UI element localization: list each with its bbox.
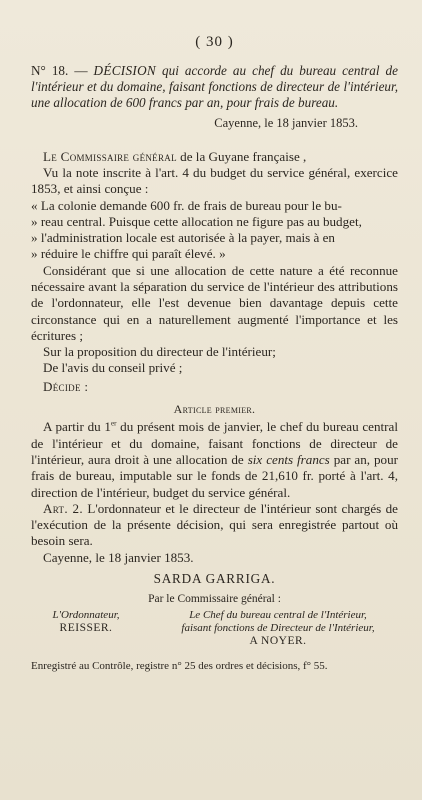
decide-label: Décide : xyxy=(43,378,89,394)
article-1-superscript: er xyxy=(110,420,117,428)
quote-line-4: » réduire le chiffre qui paraît élevé. » xyxy=(31,246,226,262)
chef-bureau-signature xyxy=(158,609,398,648)
article-1-amount: six cents francs xyxy=(247,451,330,467)
chef-bureau-title-1: Le Chef du bureau central de l'Intérieur, xyxy=(189,609,367,622)
decision-title-keyword: DÉCISION xyxy=(93,63,157,78)
quote-line-1: « La colonie demande 600 fr. de frais de bureau pour le bu- xyxy=(31,197,342,213)
ordonnateur-title: L'Ordonnateur, xyxy=(52,609,120,622)
ordonnateur-signature xyxy=(31,609,141,648)
article-1-paragraph xyxy=(31,419,398,500)
article-1-text-b: du présent mois de janvier, le chef du bureau central de l'intérieur et du domaine, faisant fonctions de directeur de l'intérieur, aura droit à une allocation de xyxy=(31,419,398,467)
article-2-text: L'ordonnateur et le directeur de l'intérieur sont chargés de l'exécution de la présente décision, qui sera enregistrée partout où besoin sera. xyxy=(31,500,398,549)
article-premier-heading: Article premier. xyxy=(173,402,256,417)
place-date-bottom: Cayenne, le 18 janvier 1853. xyxy=(43,549,194,565)
vu-note-paragraph: Vu la note inscrite à l'art. 4 du budget du service général, exercice 1853, et ainsi conçue : xyxy=(31,164,398,197)
quote-line-2: » reau central. Puisque cette allocation ne figure pas au budget, xyxy=(31,213,362,229)
commissaire-title: Le Commissaire général xyxy=(43,148,177,164)
article-2-heading: Art. 2. xyxy=(43,500,83,516)
considerant-paragraph: Considérant que si une allocation de cette nature a été reconnue nécessaire avant la séparation du service de l'intérieur des attributions de l'ordonnateur, elle l'est devenue bien davantage depuis cette circonstance qui en a naturellement augmenté l'importance et les écritures ; xyxy=(31,262,398,343)
heading-dash: — xyxy=(74,63,88,78)
page-number: ( 30 ) xyxy=(195,34,234,50)
commissaire-rest: de la Guyane française , xyxy=(180,148,307,164)
registry-note: Enregistré au Contrôle, registre n° 25 des ordres et décisions, f° 55. xyxy=(31,660,328,673)
article-1-text-a: A partir du 1 xyxy=(43,419,111,435)
place-date-top: Cayenne, le 18 janvier 1853. xyxy=(214,115,358,130)
proposition-paragraph: Sur la proposition du directeur de l'intérieur; xyxy=(43,344,276,360)
decision-body xyxy=(31,149,398,566)
avis-paragraph: De l'avis du conseil privé ; xyxy=(43,360,183,376)
signature-sarda-garriga: SARDA GARRIGA. xyxy=(153,571,276,587)
commissaire-line xyxy=(31,149,398,165)
article-1-text-c: par an, pour frais de bureau, imputable sur le fonds de 21,610 fr. porté à l'art. 4, direction de l'intérieur, budget du service général. xyxy=(31,451,398,500)
chef-bureau-title-2: faisant fonctions de Directeur de l'Intérieur, xyxy=(181,622,375,635)
decision-heading xyxy=(31,63,398,112)
quote-line-3: » l'administration locale est autorisée à la payer, mais à en xyxy=(31,230,335,246)
ordonnateur-name: REISSER. xyxy=(59,622,113,635)
chef-bureau-name: A NOYER. xyxy=(249,635,307,648)
decision-number: N° 18. xyxy=(31,63,69,78)
countersignatures xyxy=(31,609,398,648)
par-le-commissaire: Par le Commissaire général : xyxy=(148,593,281,606)
article-2-paragraph xyxy=(31,501,398,550)
decision-title: qui accorde au chef du bureau central de l'intérieur et du domaine, faisant fonctions de directeur de l'intérieur, une allocation de 600 francs par an, pour frais de bureau. xyxy=(31,63,398,111)
